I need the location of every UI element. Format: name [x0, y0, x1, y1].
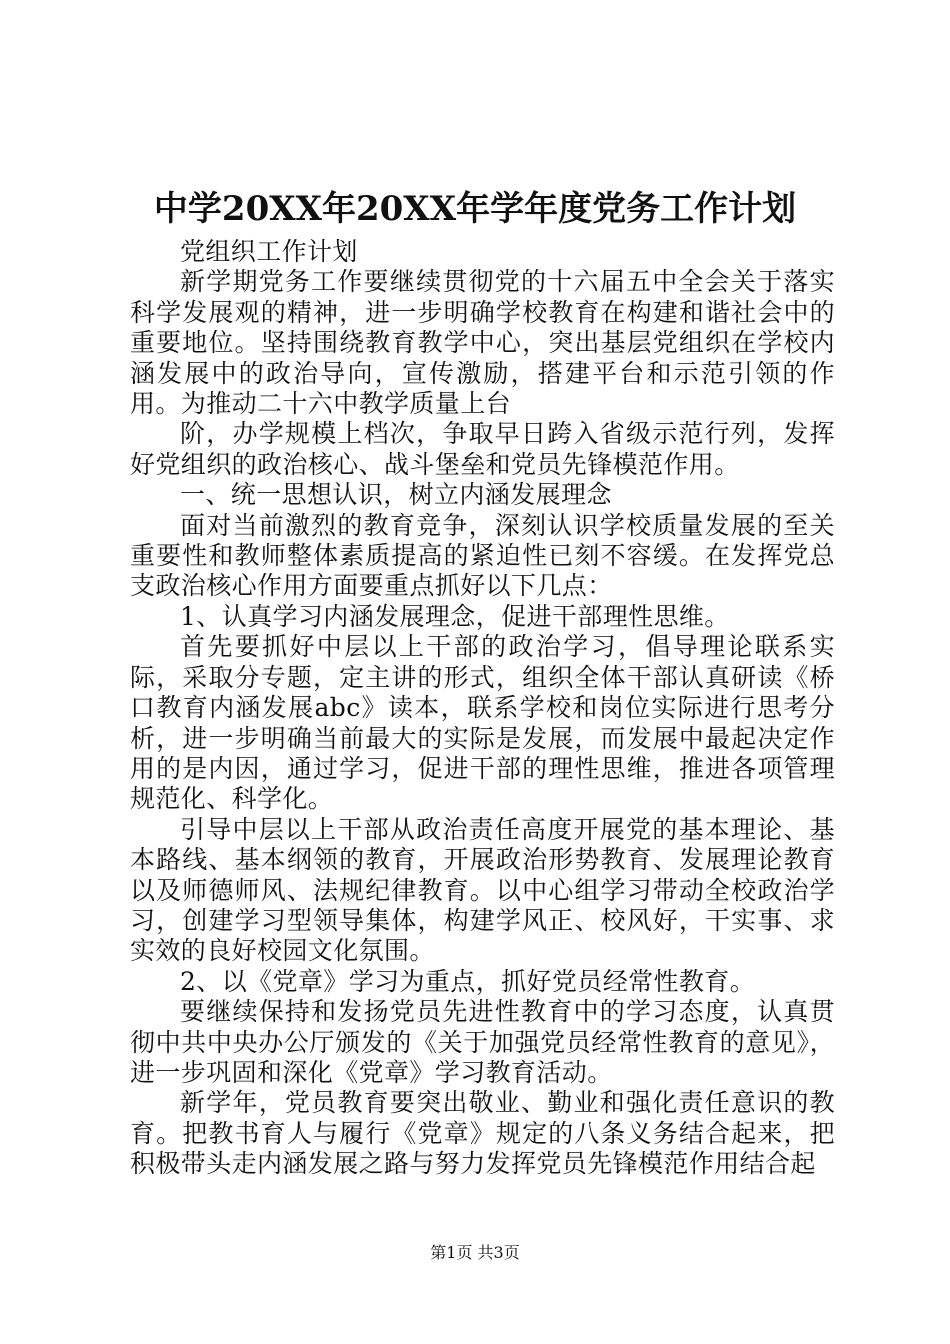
paragraph: 阶，办学规模上档次，争取早日跨入省级示范行列，发挥好党组织的政治核心、战斗堡垒和党员先锋模范作用。: [130, 419, 835, 479]
paragraph: 新学年，党员教育要突出敬业、勤业和强化责任意识的教育。把教书育人与履行《党章》规定的八条义务结合起来，把积极带头走内涵发展之路与努力发挥党员先锋模范作用结合起: [130, 1088, 835, 1179]
paragraph: 引导中层以上干部从政治责任高度开展党的基本理论、基本路线、基本纲领的教育，开展政治形势教育、发展理论教育以及师德师风、法规纪律教育。以中心组学习带动全校政治学习，创建学习型领导集体，构建学风正、校风好，干实事、求实效的良好校园文化氛围。: [130, 814, 835, 966]
section-heading: 一、统一思想认识，树立内涵发展理念: [180, 480, 612, 510]
paragraph: 新学期党务工作要继续贯彻党的十六届五中全会关于落实科学发展观的精神，进一步明确学校教育在构建和谐社会中的重要地位。坚持围绕教育教学中心，突出基层党组织在学校内涵发展中的政治导向，宣传激励，搭建平台和示范引领的作用。为推动二十六中教学质量上台: [130, 267, 835, 419]
document-title: 中学20XX年20XX年学年度党务工作计划: [153, 189, 797, 229]
subsection-heading: 2、以《党章》学习为重点，抓好党员经常性教育。: [180, 966, 756, 996]
document-body: [130, 237, 835, 1180]
paragraph: 要继续保持和发扬党员先进性教育中的学习态度，认真贯彻中共中央办公厅颁发的《关于加强党员经常性教育的意见》，进一步巩固和深化《党章》学习教育活动。: [130, 997, 835, 1087]
paragraph: 面对当前激烈的教育竞争，深刻认识学校质量发展的至关重要性和教师整体素质提高的紧迫性已刻不容缓。在发挥党总支政治核心作用方面要重点抓好以下几点：: [130, 510, 835, 601]
subsection-heading: 1、认真学习内涵发展理念，促进干部理性思维。: [180, 601, 730, 631]
page-number-footer: 第1页 共3页: [430, 1243, 520, 1262]
paragraph: 首先要抓好中层以上干部的政治学习，倡导理论联系实际，采取分专题，定主讲的形式，组织全体干部认真研读《桥口教育内涵发展abc》读本，联系学校和岗位实际进行思考分析，进一步明确当前最大的实际是发展，而发展中最起决定作用的是内因，通过学习，促进干部的理性思维，推进各项管理规范化、科学化。: [130, 632, 835, 814]
paragraph-heading: 党组织工作计划: [180, 237, 358, 266]
